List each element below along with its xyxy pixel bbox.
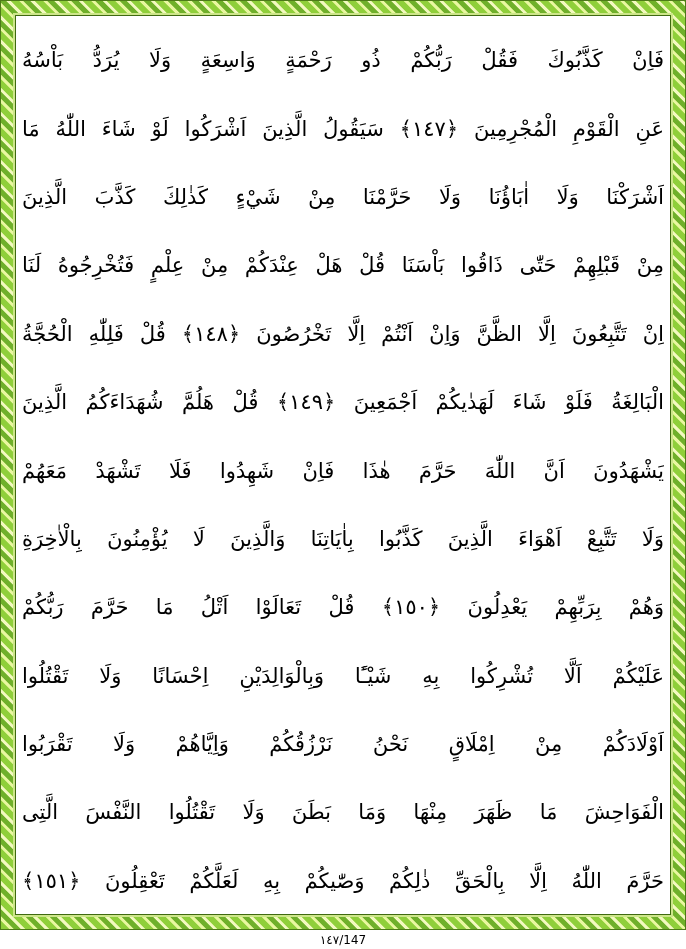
text-line-13: حَرَّمَ اللّٰهُ اِلَّا بِالْحَقِّ ذٰلِكُمْ وَصّٰيكُمْ بِهِ لَعَلَّكُمْ تَعْقِلُونَ ﴿١٥١﴾: [22, 868, 664, 893]
text-line-11: اَوْلَادَكُمْ مِنْ اِمْلَاقٍ نَحْنُ نَرْزُقُكُمْ وَاِيَّاهُمْ وَلَا تَقْرَبُوا: [22, 732, 664, 757]
text-line-4: مِنْ قَبْلِهِمْ حَتّٰى ذَاقُوا بَاْسَنَا قُلْ هَلْ عِنْدَكُمْ مِنْ عِلْمٍ فَتُخْرِجُوهُ لَنَا: [22, 253, 664, 278]
text-line-5: اِنْ تَتَّبِعُونَ اِلَّا الظَّنَّ وَاِنْ اَنْتُمْ اِلَّا تَخْرُصُونَ ﴿١٤٨﴾ قُلْ فَلِلّٰهِ الْحُجَّةُ: [22, 321, 664, 346]
page-number: ١٤٧/147: [319, 933, 367, 947]
text-line-1: فَاِنْ كَذَّبُوكَ فَقُلْ رَبُّكُمْ ذُو رَحْمَةٍ وَاسِعَةٍ وَلَا يُرَدُّ بَاْسُهُ: [22, 48, 664, 73]
text-line-10: عَلَيْكُمْ اَلَّا تُشْرِكُوا بِهِ شَيْـًٔا وَبِالْوَالِدَيْنِ اِحْسَانًا وَلَا تَقْتُلُوا: [22, 663, 664, 688]
text-line-7: يَشْهَدُونَ اَنَّ اللّٰهَ حَرَّمَ هٰذَا فَاِنْ شَهِدُوا فَلَا تَشْهَدْ مَعَهُمْ: [22, 458, 664, 483]
quran-text: [22, 26, 664, 925]
text-line-8: وَلَا تَتَّبِعْ اَهْوَاءَ الَّذِينَ كَذَّبُوا بِاٰيَاتِنَا وَالَّذِينَ لَا يُؤْمِنُونَ بِالْاٰخِرَةِ: [22, 526, 664, 551]
text-line-9: وَهُمْ بِرَبِّهِمْ يَعْدِلُونَ ﴿١٥٠﴾ قُلْ تَعَالَوْا اَتْلُ مَا حَرَّمَ رَبُّكُمْ: [22, 595, 664, 620]
text-line-2: عَنِ الْقَوْمِ الْمُجْرِمِينَ ﴿١٤٧﴾ سَيَقُولُ الَّذِينَ اَشْرَكُوا لَوْ شَاءَ اللّٰهُ مَا: [22, 116, 664, 141]
text-line-3: اَشْرَكْنَا وَلَا اٰبَاؤُنَا وَلَا حَرَّمْنَا مِنْ شَيْءٍ كَذٰلِكَ كَذَّبَ الَّذِينَ: [22, 184, 664, 209]
text-line-12: الْفَوَاحِشَ مَا ظَهَرَ مِنْهَا وَمَا بَطَنَ وَلَا تَقْتُلُوا النَّفْسَ الَّتِى: [22, 800, 664, 825]
text-line-6: الْبَالِغَةُ فَلَوْ شَاءَ لَهَدٰيكُمْ اَجْمَعِينَ ﴿١٤٩﴾ قُلْ هَلُمَّ شُهَدَاءَكُمُ الَّذِينَ: [22, 390, 664, 415]
